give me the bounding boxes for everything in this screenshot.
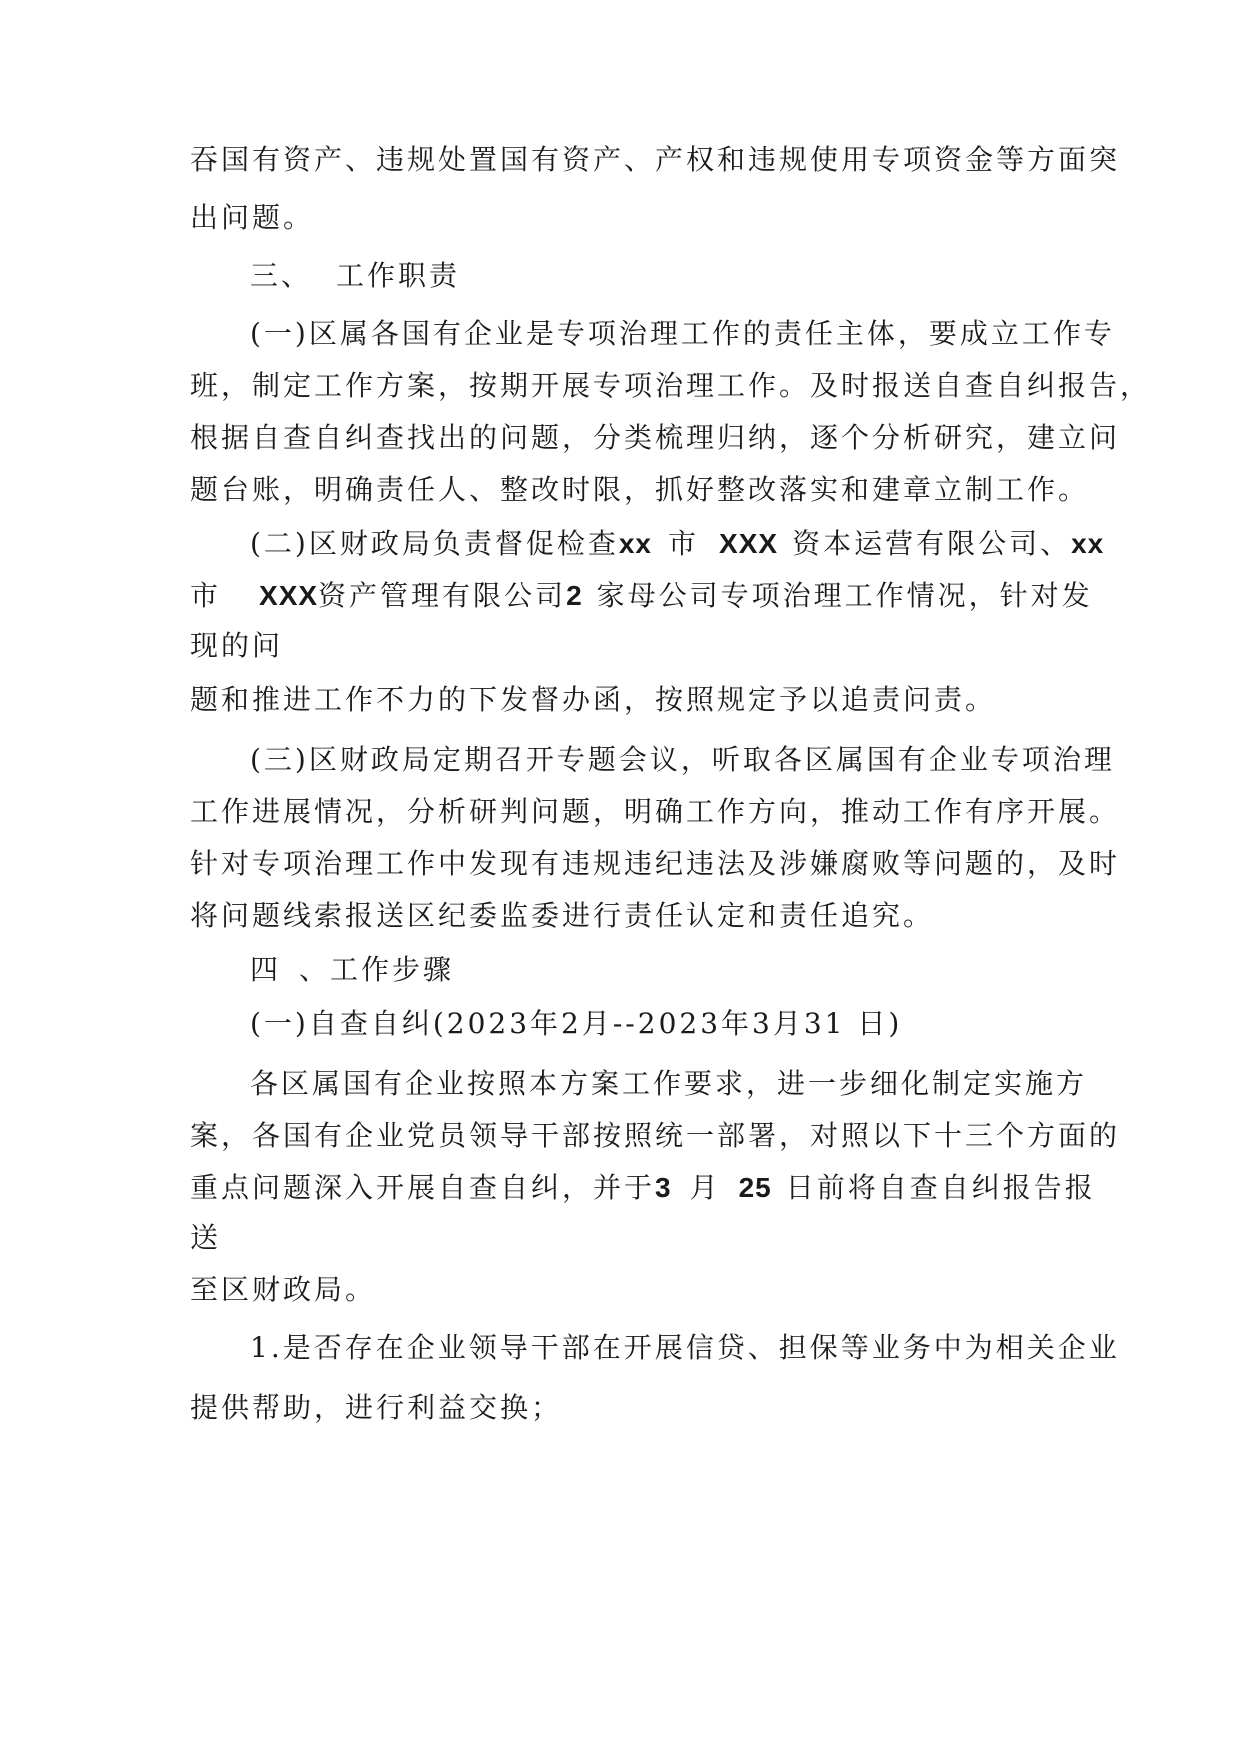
placeholder-city: xx — [618, 528, 653, 559]
date-day: 25 — [738, 1172, 772, 1203]
subsection-heading: (一)自查自纠(2023年2月--2023年3月31 日) — [250, 1007, 903, 1040]
paragraph-line: 出问题。 — [190, 201, 315, 234]
text-segment: 日前将自查自纠报告报 — [785, 1171, 1096, 1204]
text-segment: (二)区财政局负责督促检查 — [250, 527, 619, 560]
section-number: 三、 — [250, 259, 313, 292]
paragraph-line: 案，各国有企业党员领导干部按照统一部署，对照以下十三个方面的 — [190, 1119, 1121, 1152]
text-segment: 月 — [689, 1171, 721, 1204]
section-title: 、工作步骤 — [299, 953, 455, 986]
section-title: 工作职责 — [336, 259, 461, 292]
paragraph-line: 题和推进工作不力的下发督办函，按照规定予以追责问责。 — [190, 683, 997, 716]
text-segment: 市 — [190, 579, 222, 612]
section-heading-4 — [250, 950, 454, 990]
paragraph-line: 工作进展情况，分析研判问题，明确工作方向，推动工作有序开展。 — [190, 795, 1121, 828]
paragraph-line: 各区属国有企业按照本方案工作要求，进一步细化制定实施方 — [250, 1067, 1088, 1100]
paragraph-line: (一)区属各国有企业是专项治理工作的责任主体，要成立工作专 — [250, 317, 1115, 350]
paragraph-line: (三)区财政局定期召开专题会议，听取各区属国有企业专项治理 — [250, 743, 1115, 776]
paragraph-line: 吞国有资产、违规处置国有资产、产权和违规使用专项资金等方面突 — [190, 143, 1121, 176]
section-number: 四 — [250, 953, 282, 986]
placeholder-company: XXX — [719, 528, 779, 559]
text-segment: 市 — [668, 527, 700, 560]
text-segment: 资本运营有限公司、 — [792, 527, 1072, 560]
paragraph-line — [250, 524, 1104, 564]
placeholder-city: xx — [1071, 528, 1105, 559]
paragraph-line: 现的问 — [190, 629, 284, 662]
paragraph-line: 将问题线索报送区纪委监委进行责任认定和责任追究。 — [190, 899, 935, 932]
text-segment: 家母公司专项治理工作情况，针对发 — [596, 579, 1093, 612]
date-month: 3 — [655, 1172, 672, 1203]
paragraph-line: 题台账，明确责任人、整改时限，抓好整改落实和建章立制工作。 — [190, 473, 1090, 506]
paragraph-line — [190, 576, 1093, 616]
paragraph-line: 班，制定工作方案，按期开展专项治理工作。及时报送自查自纠报告， — [190, 369, 1152, 402]
section-heading-3 — [250, 256, 460, 296]
placeholder-company: XXX — [259, 580, 319, 611]
list-item-line: 1.是否存在企业领导干部在开展信贷、担保等业务中为相关企业 — [250, 1331, 1120, 1364]
text-segment: 重点问题深入开展自查自纠，并于 — [190, 1171, 656, 1204]
paragraph-line — [190, 1168, 1096, 1208]
list-item-line: 提供帮助，进行利益交换； — [190, 1391, 563, 1424]
text-segment: 资产管理有限公司 — [318, 579, 567, 612]
paragraph-line: 送 — [190, 1221, 222, 1254]
paragraph-line: 根据自查自纠查找出的问题，分类梳理归纳，逐个分析研究，建立问 — [190, 421, 1121, 454]
paragraph-line: 针对专项治理工作中发现有违规违纪违法及涉嫌腐败等问题的，及时 — [190, 847, 1121, 880]
paragraph-line: 至区财政局。 — [190, 1273, 377, 1306]
number-count: 2 — [566, 580, 583, 611]
